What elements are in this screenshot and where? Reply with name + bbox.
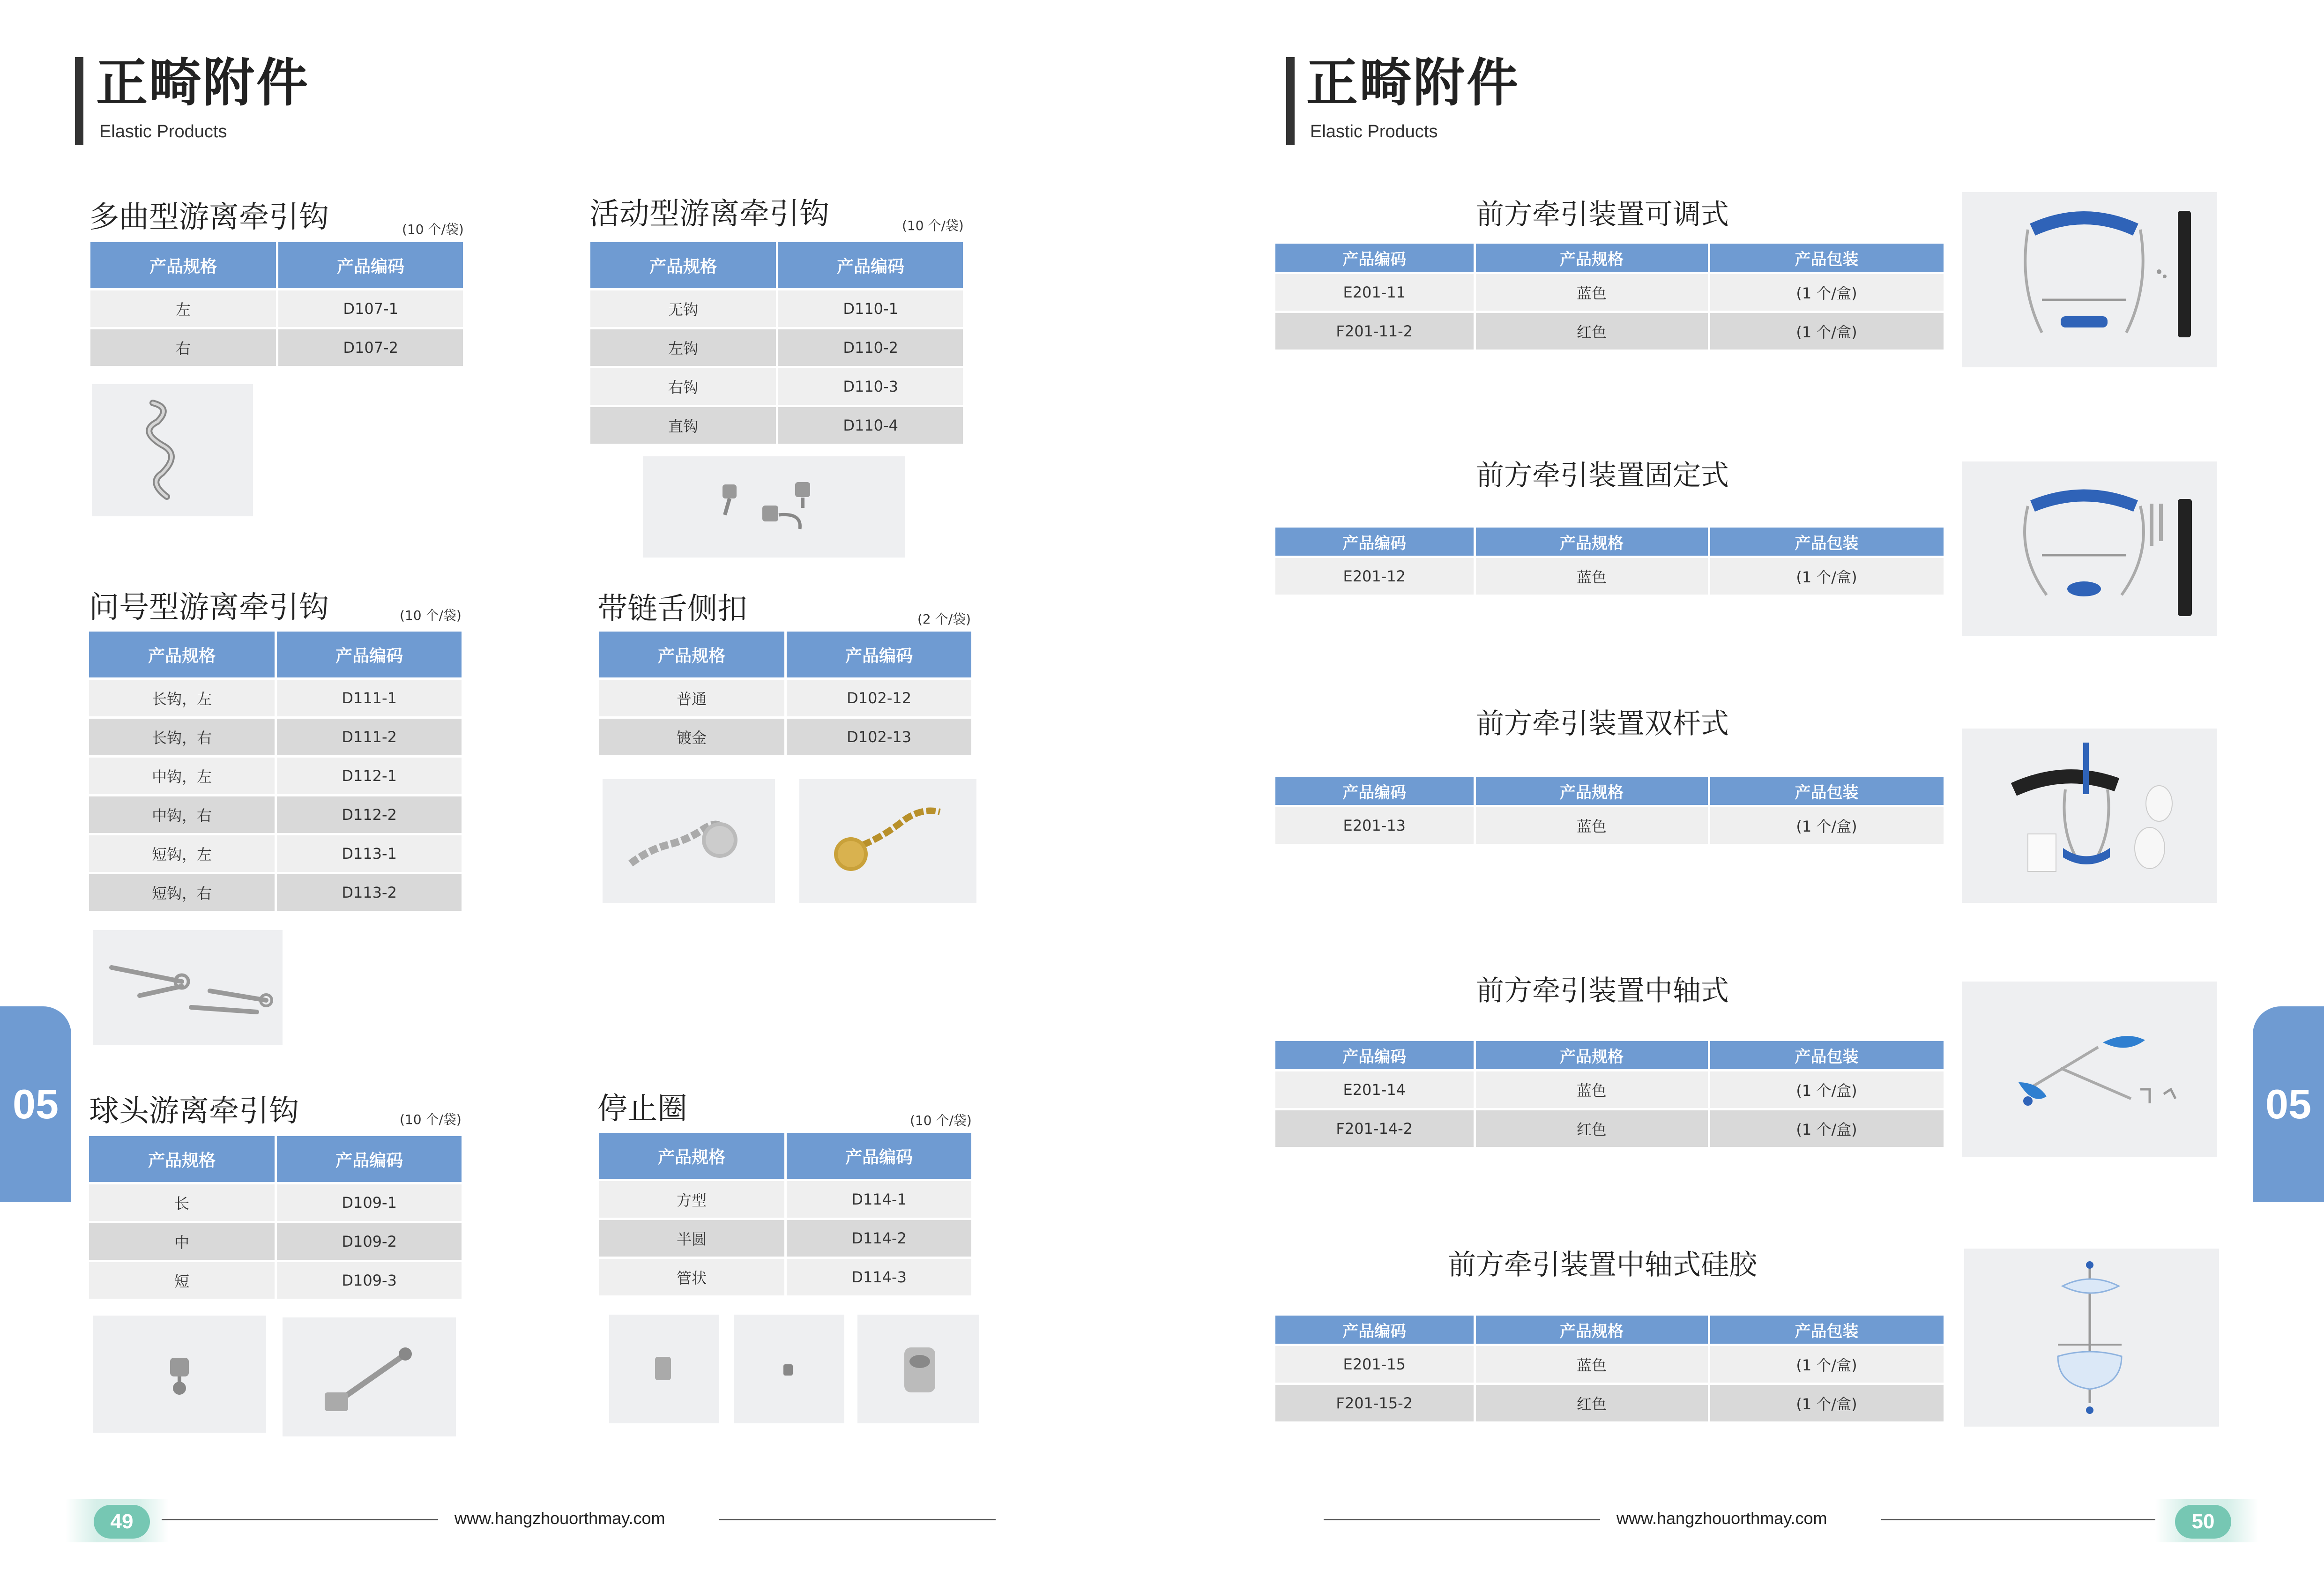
table-cell: 红色 xyxy=(1475,1109,1709,1148)
table-cell: D113-2 xyxy=(276,873,463,912)
section-title: 前方牵引装置固定式 xyxy=(1476,459,1729,492)
table-header: 产品包装 xyxy=(1709,244,1944,273)
table-cell: 方型 xyxy=(599,1180,786,1219)
section-title: 前方牵引装置中轴式 xyxy=(1476,974,1729,1007)
table-header: 产品编码 xyxy=(786,632,973,679)
table-row xyxy=(90,328,464,367)
table-cell: D110-2 xyxy=(777,328,964,367)
table-row xyxy=(599,1258,973,1297)
table-cell: 直钩 xyxy=(590,406,777,445)
section-title: 前方牵引装置可调式 xyxy=(1476,198,1729,231)
table-cell: 蓝色 xyxy=(1475,557,1709,596)
product-table xyxy=(89,632,464,913)
table-row xyxy=(599,1180,973,1219)
table-header: 产品规格 xyxy=(1475,528,1709,557)
table-header: 产品包装 xyxy=(1709,1316,1944,1345)
table-cell: 右钩 xyxy=(590,367,777,406)
product-photo xyxy=(609,1315,719,1423)
footer-divider xyxy=(162,1519,438,1520)
table-cell: D111-1 xyxy=(276,679,463,718)
table-row xyxy=(599,679,973,718)
table-cell: 短 xyxy=(89,1261,276,1300)
section-unit: (10 个/袋) xyxy=(902,218,964,233)
table-cell: E201-15 xyxy=(1275,1345,1475,1384)
table-cell: F201-14-2 xyxy=(1275,1109,1475,1148)
product-photo xyxy=(603,779,775,903)
table-cell: 蓝色 xyxy=(1475,1071,1709,1109)
table-row xyxy=(1275,1071,1944,1109)
table-row xyxy=(89,1261,463,1300)
product-photo xyxy=(799,779,976,903)
table-row xyxy=(89,796,463,834)
table-cell: D109-1 xyxy=(276,1183,463,1222)
table-cell: E201-11 xyxy=(1275,273,1475,312)
table-row xyxy=(1275,1109,1944,1148)
table-cell: D114-1 xyxy=(786,1180,973,1219)
footer-divider xyxy=(719,1519,996,1520)
section-title: 前方牵引装置中轴式硅胶 xyxy=(1448,1249,1757,1281)
product-table xyxy=(89,1136,464,1301)
product-photo xyxy=(1962,192,2217,367)
footer-divider xyxy=(1324,1519,1600,1520)
page-title: 正畸附件 xyxy=(1306,53,1520,113)
table-header: 产品编码 xyxy=(276,1136,463,1183)
table-header: 产品包装 xyxy=(1709,1041,1944,1071)
product-photo xyxy=(643,456,905,558)
section-unit: (10 个/袋) xyxy=(402,222,464,237)
chapter-tab: 05 xyxy=(0,1006,71,1202)
table-cell: D102-12 xyxy=(786,679,973,718)
table-row xyxy=(1275,273,1944,312)
table-cell: (1 个/盒) xyxy=(1709,1071,1944,1109)
page-subtitle: Elastic Products xyxy=(99,122,227,141)
section-title: 问号型游离牵引钩 xyxy=(89,590,329,625)
table-cell: 长钩，右 xyxy=(89,718,276,757)
table-cell: 右 xyxy=(90,328,277,367)
product-photo xyxy=(857,1315,979,1423)
product-photo xyxy=(1962,982,2217,1157)
table-cell: 管状 xyxy=(599,1258,786,1297)
table-header: 产品规格 xyxy=(1475,1316,1709,1345)
table-cell: D109-3 xyxy=(276,1261,463,1300)
section-unit: (10 个/袋) xyxy=(400,608,462,623)
section-unit: (10 个/袋) xyxy=(400,1112,462,1127)
chapter-tab: 05 xyxy=(2253,1006,2324,1202)
table-row xyxy=(89,1222,463,1261)
table-header: 产品编码 xyxy=(786,1133,973,1180)
table-cell: D111-2 xyxy=(276,718,463,757)
table-cell: D110-1 xyxy=(777,290,964,328)
section-title: 前方牵引装置双杆式 xyxy=(1476,707,1729,740)
table-cell: 镀金 xyxy=(599,718,786,757)
product-photo xyxy=(734,1315,844,1423)
table-cell: 蓝色 xyxy=(1475,806,1709,845)
section-title: 停止圈 xyxy=(597,1092,687,1126)
table-cell: D113-1 xyxy=(276,834,463,873)
table-cell: 无钩 xyxy=(590,290,777,328)
page-title: 正畸附件 xyxy=(96,53,310,113)
page-number: 50 xyxy=(2175,1505,2231,1539)
table-cell: 长钩，左 xyxy=(89,679,276,718)
section-title: 带链舌侧扣 xyxy=(597,592,747,626)
table-row xyxy=(1275,806,1944,845)
table-header: 产品编码 xyxy=(1275,244,1475,273)
table-cell: D112-2 xyxy=(276,796,463,834)
product-table xyxy=(1275,528,1946,597)
table-cell: D109-2 xyxy=(276,1222,463,1261)
table-cell: 短钩，右 xyxy=(89,873,276,912)
table-header: 产品规格 xyxy=(1475,777,1709,806)
table-row xyxy=(590,406,964,445)
footer-url: www.hangzhouorthmay.com xyxy=(454,1509,665,1528)
product-photo xyxy=(93,1316,266,1433)
table-header: 产品编码 xyxy=(1275,1316,1475,1345)
table-row xyxy=(1275,1384,1944,1423)
table-header: 产品规格 xyxy=(89,632,276,679)
table-cell: D102-13 xyxy=(786,718,973,757)
table-header: 产品编码 xyxy=(1275,777,1475,806)
table-cell: 长 xyxy=(89,1183,276,1222)
section-title: 球头游离牵引钩 xyxy=(89,1094,299,1129)
section-title: 多曲型游离牵引钩 xyxy=(89,200,329,235)
footer-url: www.hangzhouorthmay.com xyxy=(1616,1509,1827,1528)
table-cell: (1 个/盒) xyxy=(1709,312,1944,351)
product-photo xyxy=(93,930,283,1045)
table-row xyxy=(590,290,964,328)
table-header: 产品规格 xyxy=(599,632,786,679)
product-table xyxy=(1275,244,1946,352)
product-photo xyxy=(1962,461,2217,636)
page-number: 49 xyxy=(94,1505,150,1539)
table-cell: D110-3 xyxy=(777,367,964,406)
section-unit: (2 个/袋) xyxy=(917,611,971,627)
table-header: 产品规格 xyxy=(89,1136,276,1183)
table-cell: 红色 xyxy=(1475,312,1709,351)
table-cell: (1 个/盒) xyxy=(1709,557,1944,596)
table-cell: F201-11-2 xyxy=(1275,312,1475,351)
table-row xyxy=(1275,557,1944,596)
table-cell: 普通 xyxy=(599,679,786,718)
table-cell: E201-12 xyxy=(1275,557,1475,596)
table-header: 产品编码 xyxy=(1275,528,1475,557)
table-cell: 蓝色 xyxy=(1475,273,1709,312)
product-table xyxy=(590,242,965,446)
product-table xyxy=(90,242,465,368)
table-cell: 左钩 xyxy=(590,328,777,367)
product-photo xyxy=(92,384,253,516)
table-cell: (1 个/盒) xyxy=(1709,1345,1944,1384)
product-table xyxy=(1275,777,1946,846)
table-cell: 中钩，左 xyxy=(89,757,276,796)
table-cell: (1 个/盒) xyxy=(1709,806,1944,845)
table-row xyxy=(89,757,463,796)
table-row xyxy=(599,718,973,757)
table-cell: 中钩，右 xyxy=(89,796,276,834)
table-row xyxy=(590,328,964,367)
table-header: 产品规格 xyxy=(90,242,277,290)
table-cell: 蓝色 xyxy=(1475,1345,1709,1384)
table-cell: F201-15-2 xyxy=(1275,1384,1475,1423)
table-row xyxy=(599,1219,973,1258)
table-cell: D114-3 xyxy=(786,1258,973,1297)
product-photo xyxy=(1962,729,2217,903)
page-subtitle: Elastic Products xyxy=(1310,122,1438,141)
product-table xyxy=(1275,1316,1946,1424)
product-table xyxy=(599,1133,974,1298)
table-header: 产品规格 xyxy=(1475,244,1709,273)
table-header: 产品规格 xyxy=(1475,1041,1709,1071)
table-header: 产品规格 xyxy=(599,1133,786,1180)
table-cell: E201-14 xyxy=(1275,1071,1475,1109)
table-row xyxy=(89,718,463,757)
table-header: 产品编码 xyxy=(277,242,464,290)
table-row xyxy=(1275,1345,1944,1384)
table-row xyxy=(90,290,464,328)
product-table xyxy=(599,632,974,758)
section-unit: (10 个/袋) xyxy=(910,1113,972,1128)
table-cell: (1 个/盒) xyxy=(1709,1384,1944,1423)
table-cell: 左 xyxy=(90,290,277,328)
table-header: 产品编码 xyxy=(1275,1041,1475,1071)
table-row xyxy=(89,873,463,912)
table-cell: (1 个/盒) xyxy=(1709,1109,1944,1148)
product-photo xyxy=(283,1317,456,1436)
table-cell: D112-1 xyxy=(276,757,463,796)
table-cell: D114-2 xyxy=(786,1219,973,1258)
product-table xyxy=(1275,1041,1946,1149)
footer-divider xyxy=(1881,1519,2158,1520)
section-title: 活动型游离牵引钩 xyxy=(589,197,829,231)
table-cell: E201-13 xyxy=(1275,806,1475,845)
table-header: 产品编码 xyxy=(276,632,463,679)
table-row xyxy=(89,1183,463,1222)
table-row xyxy=(590,367,964,406)
table-row xyxy=(89,679,463,718)
table-row xyxy=(89,834,463,873)
table-cell: 中 xyxy=(89,1222,276,1261)
table-row xyxy=(1275,312,1944,351)
table-cell: 短钩，左 xyxy=(89,834,276,873)
table-cell: 红色 xyxy=(1475,1384,1709,1423)
table-cell: D110-4 xyxy=(777,406,964,445)
header-accent-bar xyxy=(75,57,83,145)
table-cell: D107-1 xyxy=(277,290,464,328)
table-header: 产品编码 xyxy=(777,242,964,290)
table-header: 产品包装 xyxy=(1709,777,1944,806)
table-cell: D107-2 xyxy=(277,328,464,367)
table-cell: 半圆 xyxy=(599,1219,786,1258)
table-cell: (1 个/盒) xyxy=(1709,273,1944,312)
product-photo xyxy=(1964,1249,2219,1427)
header-accent-bar xyxy=(1286,57,1295,145)
table-header: 产品规格 xyxy=(590,242,777,290)
table-header: 产品包装 xyxy=(1709,528,1944,557)
